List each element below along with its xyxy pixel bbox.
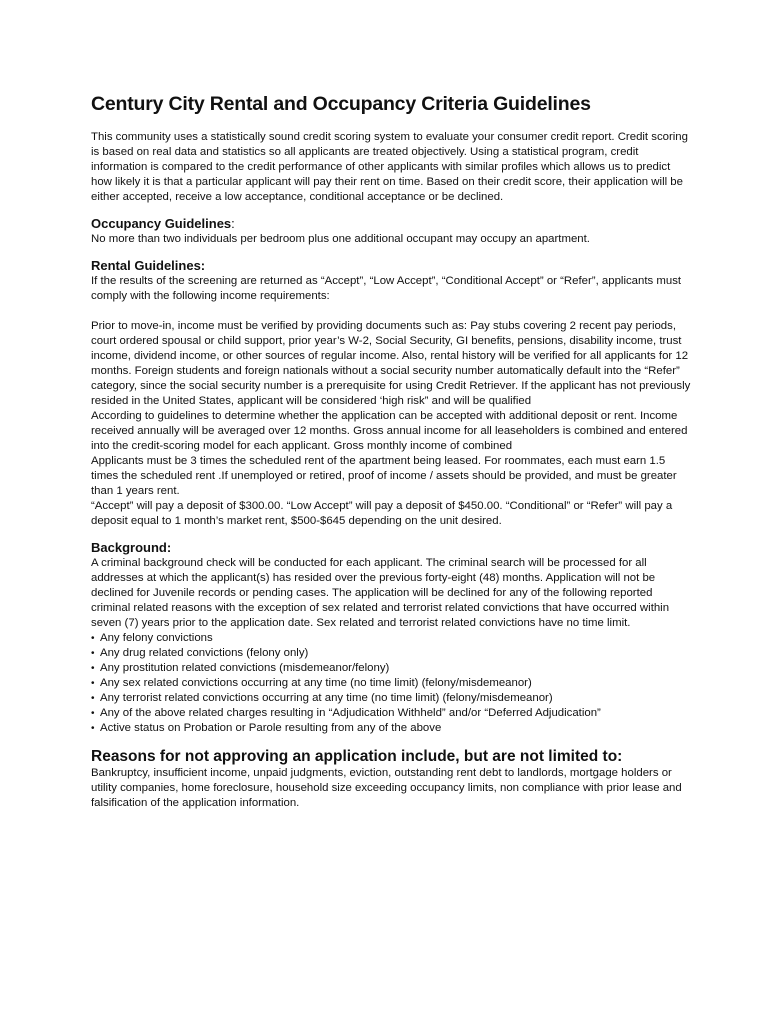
paragraph-spacer (91, 304, 691, 319)
list-item (91, 706, 691, 721)
bullet-icon: • (91, 648, 95, 659)
rental-paragraph-1: Prior to move-in, income must be verified by providing documents such as: Pay stubs covering 2 recent pay periods, court ordered spousal or child support, prior year’s W-2, Social Security, GI benefits, pensions, disability income, trust income, dividend income, or other sources of regular income. Also, rental history will be verified for all applicants for 12 months. Foreign students and foreign nationals without a social security number automatically default into the “Refer” category, since the social security number is a prerequisite for using Credit Retriever. If the applicant has not previously resided in the United States, applicant will be considered ‘high risk” and will be qualified (91, 320, 691, 407)
rental-heading: Rental Guidelines: (91, 258, 206, 273)
bullet-icon: • (91, 693, 95, 704)
occupancy-text: No more than two individuals per bedroom plus one additional occupant may occupy an apartment. (91, 233, 590, 245)
rental-paragraph-2: According to guidelines to determine whether the application can be accepted with additional deposit or rent. Income received annually will be averaged over 12 months. Gross annual income for all leaseholders is combined and entered into the credit-scoring model for each applicant. Gross monthly income of combined (91, 410, 688, 452)
background-heading: Background: (91, 540, 172, 555)
bullet-icon: • (91, 723, 95, 734)
bullet-icon: • (91, 633, 95, 644)
document-title: Century City Rental and Occupancy Criteria Guidelines (91, 93, 591, 115)
document-page (91, 92, 691, 811)
list-item (91, 676, 691, 691)
list-item-text: Active status on Probation or Parole resulting from any of the above (100, 722, 442, 734)
list-item (91, 646, 691, 661)
bullet-icon: • (91, 678, 95, 689)
list-item (91, 661, 691, 676)
rental-paragraph-4: “Accept” will pay a deposit of $300.00. “Low Accept” will pay a deposit of $450.00. “Conditional” or “Refer” will pay a deposit equal to 1 month’s market rent, $500-$645 depending on the unit desired. (91, 500, 673, 527)
background-text: A criminal background check will be conducted for each applicant. The criminal search will be processed for all addresses at which the applicant(s) has resided over the previous forty-eight (48) months. Application will not be declined for Juvenile records or pending cases. The application will be declined for any of the following reported criminal related reasons with the exception of sex related and terrorist related convictions that have occurred within seven (7) years prior to the application date. Sex related and terrorist related convictions have no time limit. (91, 557, 670, 629)
reasons-heading: Reasons for not approving an application include, but are not limited to: (91, 748, 623, 765)
list-item-text: Any drug related convictions (felony only) (100, 647, 309, 659)
background-list (91, 631, 691, 736)
list-item-text: Any sex related convictions occurring at any time (no time limit) (felony/misdemeanor) (100, 677, 532, 689)
occupancy-heading-colon: : (231, 216, 235, 231)
occupancy-heading (91, 215, 691, 232)
bullet-icon: • (91, 708, 95, 719)
occupancy-heading-text: Occupancy Guidelines (91, 216, 232, 231)
list-item-text: Any terrorist related convictions occurring at any time (no time limit) (felony/misdemeanor) (100, 692, 553, 704)
list-item (91, 691, 691, 706)
bullet-icon: • (91, 663, 95, 674)
list-item-text: Any prostitution related convictions (misdemeanor/felony) (100, 662, 390, 674)
intro-paragraph: This community uses a statistically sound credit scoring system to evaluate your consumer credit report. Credit scoring is based on real data and statistics so all applicants are treated objectively. Using a statistical program, credit information is compared to the credit performance of other applicants with similar profiles which allows us to predict how likely it is that a particular applicant will pay their rent on time. Based on their credit score, their application will be either accepted, receive a low acceptance, conditional acceptance or be declined. (91, 131, 688, 203)
list-item-text: Any felony convictions (100, 632, 213, 644)
list-item (91, 631, 691, 646)
list-item-text: Any of the above related charges resulting in “Adjudication Withheld” and/or “Deferred Adjudication” (100, 707, 601, 719)
list-item (91, 721, 691, 736)
rental-intro: If the results of the screening are returned as “Accept”, “Low Accept”, “Conditional Accept” or “Refer”, applicants must comply with the following income requirements: (91, 275, 682, 302)
rental-paragraph-3: Applicants must be 3 times the scheduled rent of the apartment being leased. For roommates, each must earn 1.5 times the scheduled rent .If unemployed or retired, proof of income / assets should be provided, and must be greater than 1 years rent. (91, 455, 677, 497)
reasons-text: Bankruptcy, insufficient income, unpaid judgments, eviction, outstanding rent debt to landlords, mortgage holders or utility companies, home foreclosure, household size exceeding occupancy limits, non compliance with prior lease and falsification of the application information. (91, 767, 682, 809)
